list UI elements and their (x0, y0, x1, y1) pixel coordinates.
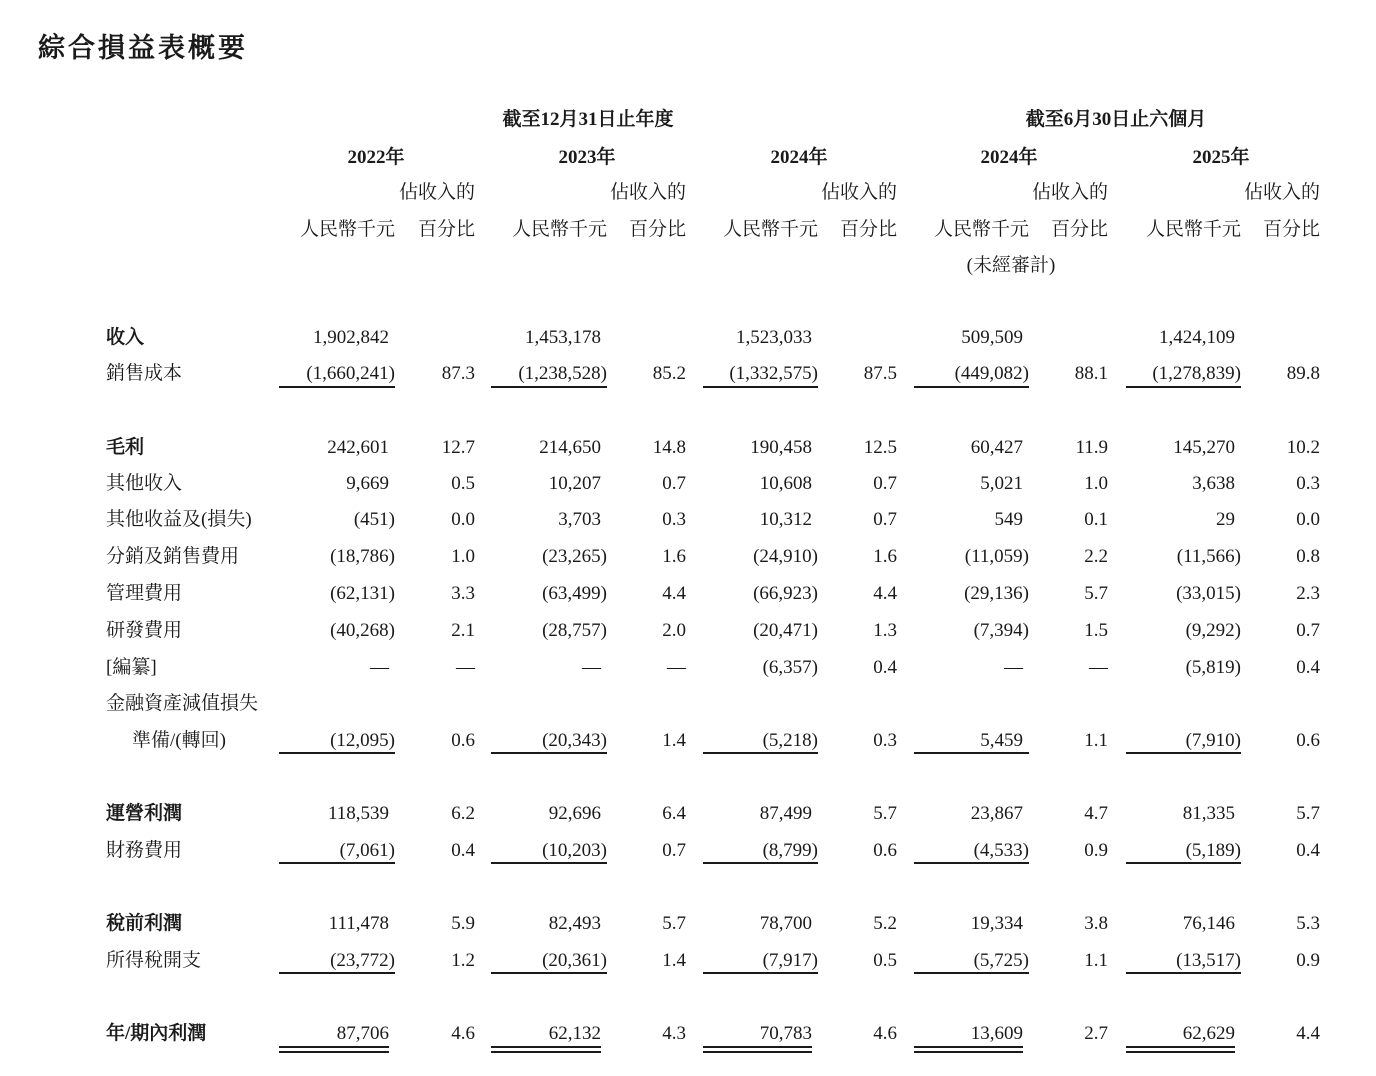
percentage-cell: 12.7 (441, 437, 475, 458)
percentage-cell: 3.3 (451, 583, 475, 604)
amount-cell: 5,021 (980, 473, 1023, 494)
subtotal-rule (1126, 862, 1241, 864)
amount-cell: (24,910) (753, 546, 818, 567)
percentage-cell: 1.0 (1084, 473, 1108, 494)
amount-cell: 13,609 (970, 1023, 1023, 1044)
row-label: 所得稅開支 (106, 950, 202, 971)
percentage-cell: 1.6 (873, 546, 897, 567)
percentage-cell: 1.1 (1084, 950, 1108, 971)
percentage-cell: 87.5 (863, 363, 897, 384)
amount-cell: 60,427 (970, 437, 1023, 458)
subtotal-rule (491, 386, 607, 388)
percentage-cell: 0.1 (1084, 509, 1108, 530)
amount-cell: 81,335 (1182, 803, 1235, 824)
percentage-cell: 4.3 (662, 1023, 686, 1044)
amount-cell: 111,478 (328, 913, 389, 934)
subtotal-rule (279, 386, 395, 388)
header-year: 2025年 (1192, 147, 1250, 168)
percentage-cell: 0.8 (1296, 546, 1320, 567)
amount-cell: (8,799) (762, 840, 818, 861)
percentage-cell: 0.5 (873, 950, 897, 971)
percentage-cell: 4.4 (662, 583, 686, 604)
row-label: 準備/(轉回) (132, 730, 226, 751)
subtotal-rule (279, 752, 395, 754)
page-title: 綜合損益表概要 (38, 33, 248, 63)
percentage-cell: 4.4 (1296, 1023, 1320, 1044)
amount-cell: (13,517) (1176, 950, 1241, 971)
row-label: 管理費用 (106, 583, 183, 604)
amount-cell: (4,533) (973, 840, 1029, 861)
percentage-cell: 6.2 (451, 803, 475, 824)
amount-cell: — (370, 657, 389, 678)
amount-cell: (6,357) (762, 657, 818, 678)
header-pct-line2: 百分比 (1050, 219, 1108, 240)
amount-cell: 62,629 (1182, 1023, 1235, 1044)
header-currency: 人民幣千元 (722, 219, 818, 240)
row-label: 研發費用 (106, 620, 183, 641)
percentage-cell: 0.9 (1084, 840, 1108, 861)
amount-cell: (66,923) (753, 583, 818, 604)
percentage-cell: 1.1 (1084, 730, 1108, 751)
percentage-cell: 12.5 (863, 437, 897, 458)
row-label: 運營利潤 (106, 803, 183, 824)
amount-cell: 70,783 (759, 1023, 812, 1044)
amount-cell: (5,819) (1185, 657, 1241, 678)
header-pct-line2: 百分比 (417, 219, 475, 240)
percentage-cell: 1.5 (1084, 620, 1108, 641)
amount-cell: 29 (1216, 509, 1235, 530)
percentage-cell: 4.4 (873, 583, 897, 604)
percentage-cell: 0.4 (1296, 657, 1320, 678)
subtotal-rule (703, 752, 818, 754)
header-currency: 人民幣千元 (933, 219, 1029, 240)
row-label: 其他收益及(損失) (106, 509, 252, 530)
percentage-cell: 0.6 (451, 730, 475, 751)
amount-cell: (40,268) (330, 620, 395, 641)
subtotal-rule (491, 972, 607, 974)
subtotal-rule (1126, 386, 1241, 388)
header-pct-line2: 百分比 (628, 219, 686, 240)
percentage-cell: 1.3 (873, 620, 897, 641)
total-double-rule (1126, 1046, 1235, 1053)
percentage-cell: — (456, 657, 475, 678)
amount-cell: (7,910) (1185, 730, 1241, 751)
percentage-cell: 88.1 (1074, 363, 1108, 384)
header-pct-line1: 佔收入的 (1031, 182, 1108, 203)
amount-cell: (1,660,241) (306, 363, 395, 384)
header-pct-line1: 佔收入的 (820, 182, 897, 203)
percentage-cell: 2.7 (1084, 1023, 1108, 1044)
amount-cell: 118,539 (327, 803, 389, 824)
percentage-cell: 5.2 (873, 913, 897, 934)
percentage-cell: 0.7 (662, 840, 686, 861)
header-currency: 人民幣千元 (1145, 219, 1241, 240)
amount-cell: 1,902,842 (313, 327, 389, 348)
amount-cell: (451) (353, 509, 395, 530)
amount-cell: 3,703 (558, 509, 601, 530)
header-pct-line1: 佔收入的 (1243, 182, 1320, 203)
row-label: 毛利 (106, 437, 145, 458)
row-label: 收入 (106, 327, 145, 348)
percentage-cell: — (667, 657, 686, 678)
amount-cell: 1,453,178 (525, 327, 601, 348)
amount-cell: (29,136) (964, 583, 1029, 604)
amount-cell: 9,669 (346, 473, 389, 494)
amount-cell: (11,059) (964, 546, 1029, 567)
amount-cell: 3,638 (1192, 473, 1235, 494)
amount-cell: (28,757) (542, 620, 607, 641)
subtotal-rule (914, 386, 1029, 388)
header-pct-line2: 百分比 (1262, 219, 1320, 240)
header-currency: 人民幣千元 (511, 219, 607, 240)
total-double-rule (491, 1046, 601, 1053)
amount-cell: (5,725) (973, 950, 1029, 971)
amount-cell: (20,343) (542, 730, 607, 751)
amount-cell: 549 (994, 509, 1023, 530)
amount-cell: 242,601 (327, 437, 389, 458)
subtotal-rule (279, 862, 395, 864)
percentage-cell: 87.3 (441, 363, 475, 384)
amount-cell: (7,394) (973, 620, 1029, 641)
percentage-cell: 0.7 (1296, 620, 1320, 641)
amount-cell: (33,015) (1176, 583, 1241, 604)
amount-cell: 76,146 (1182, 913, 1235, 934)
percentage-cell: 0.9 (1296, 950, 1320, 971)
percentage-cell: 0.6 (873, 840, 897, 861)
amount-cell: (18,786) (330, 546, 395, 567)
percentage-cell: 11.9 (1075, 437, 1108, 458)
header-year: 2022年 (347, 147, 405, 168)
percentage-cell: 1.2 (451, 950, 475, 971)
row-label: 銷售成本 (106, 363, 183, 384)
amount-cell: 87,499 (759, 803, 812, 824)
amount-cell: 10,312 (759, 509, 812, 530)
amount-cell: (12,095) (330, 730, 395, 751)
header-unaudited: (未經審計) (966, 255, 1056, 276)
amount-cell: 5,459 (980, 730, 1023, 751)
amount-cell: 10,207 (548, 473, 601, 494)
percentage-cell: 0.7 (873, 509, 897, 530)
header-pct-line1: 佔收入的 (398, 182, 475, 203)
header-pct-line1: 佔收入的 (609, 182, 686, 203)
amount-cell: (9,292) (1185, 620, 1241, 641)
amount-cell: (1,238,528) (518, 363, 607, 384)
amount-cell: 82,493 (548, 913, 601, 934)
subtotal-rule (491, 752, 607, 754)
percentage-cell: 1.4 (662, 950, 686, 971)
amount-cell: (20,471) (753, 620, 818, 641)
amount-cell: 214,650 (539, 437, 601, 458)
total-double-rule (914, 1046, 1023, 1053)
amount-cell: 145,270 (1173, 437, 1235, 458)
percentage-cell: 0.6 (1296, 730, 1320, 751)
percentage-cell: — (1089, 657, 1108, 678)
amount-cell: (1,278,839) (1152, 363, 1241, 384)
row-label: 年/期內利潤 (106, 1023, 207, 1044)
amount-cell: (5,218) (762, 730, 818, 751)
percentage-cell: 0.4 (873, 657, 897, 678)
percentage-cell: 5.7 (1296, 803, 1320, 824)
amount-cell: (7,917) (762, 950, 818, 971)
row-label: 稅前利潤 (106, 913, 183, 934)
subtotal-rule (1126, 752, 1241, 754)
percentage-cell: 2.2 (1084, 546, 1108, 567)
percentage-cell: 14.8 (652, 437, 686, 458)
percentage-cell: 0.7 (662, 473, 686, 494)
amount-cell: (20,361) (542, 950, 607, 971)
percentage-cell: 4.6 (451, 1023, 475, 1044)
amount-cell: (23,772) (330, 950, 395, 971)
amount-cell: (10,203) (542, 840, 607, 861)
amount-cell: 190,458 (750, 437, 812, 458)
subtotal-rule (914, 862, 1029, 864)
percentage-cell: 4.7 (1084, 803, 1108, 824)
amount-cell: 78,700 (759, 913, 812, 934)
percentage-cell: 5.7 (873, 803, 897, 824)
header-currency: 人民幣千元 (299, 219, 395, 240)
subtotal-rule (914, 752, 1029, 754)
amount-cell: (7,061) (339, 840, 395, 861)
percentage-cell: 0.0 (1296, 509, 1320, 530)
percentage-cell: 2.0 (662, 620, 686, 641)
amount-cell: (23,265) (542, 546, 607, 567)
amount-cell: 62,132 (548, 1023, 601, 1044)
row-label: 金融資產減值損失 (106, 693, 259, 714)
percentage-cell: 5.7 (1084, 583, 1108, 604)
subtotal-rule (1126, 972, 1241, 974)
subtotal-rule (491, 862, 607, 864)
amount-cell: (11,566) (1176, 546, 1241, 567)
percentage-cell: 10.2 (1286, 437, 1320, 458)
amount-cell: — (582, 657, 601, 678)
amount-cell: 10,608 (759, 473, 812, 494)
subtotal-rule (703, 972, 818, 974)
percentage-cell: 2.1 (451, 620, 475, 641)
percentage-cell: 0.3 (1296, 473, 1320, 494)
row-label: 其他收入 (106, 473, 183, 494)
percentage-cell: 1.4 (662, 730, 686, 751)
amount-cell: (5,189) (1185, 840, 1241, 861)
percentage-cell: 85.2 (652, 363, 686, 384)
subtotal-rule (703, 862, 818, 864)
header-annual-period: 截至12月31日止年度 (502, 109, 674, 130)
amount-cell: (62,131) (330, 583, 395, 604)
amount-cell: (449,082) (954, 363, 1029, 384)
percentage-cell: 1.0 (451, 546, 475, 567)
percentage-cell: 5.3 (1296, 913, 1320, 934)
subtotal-rule (914, 972, 1029, 974)
percentage-cell: 3.8 (1084, 913, 1108, 934)
amount-cell: 92,696 (548, 803, 601, 824)
row-label: [編纂] (106, 657, 157, 678)
percentage-cell: 1.6 (662, 546, 686, 567)
percentage-cell: 0.7 (873, 473, 897, 494)
percentage-cell: 0.0 (451, 509, 475, 530)
percentage-cell: 0.3 (873, 730, 897, 751)
percentage-cell: 4.6 (873, 1023, 897, 1044)
header-year: 2023年 (558, 147, 616, 168)
amount-cell: 1,523,033 (736, 327, 812, 348)
row-label: 財務費用 (106, 840, 183, 861)
subtotal-rule (279, 972, 395, 974)
subtotal-rule (703, 386, 818, 388)
header-pct-line2: 百分比 (839, 219, 897, 240)
amount-cell: 1,424,109 (1159, 327, 1235, 348)
percentage-cell: 5.7 (662, 913, 686, 934)
percentage-cell: 6.4 (662, 803, 686, 824)
percentage-cell: 89.8 (1286, 363, 1320, 384)
amount-cell: 87,706 (336, 1023, 389, 1044)
amount-cell: 19,334 (970, 913, 1023, 934)
total-double-rule (703, 1046, 812, 1053)
amount-cell: 509,509 (961, 327, 1023, 348)
row-label: 分銷及銷售費用 (106, 546, 240, 567)
amount-cell: — (1004, 657, 1023, 678)
total-double-rule (279, 1046, 389, 1053)
percentage-cell: 0.4 (451, 840, 475, 861)
percentage-cell: 5.9 (451, 913, 475, 934)
percentage-cell: 0.4 (1296, 840, 1320, 861)
amount-cell: 23,867 (970, 803, 1023, 824)
header-year: 2024年 (770, 147, 828, 168)
header-year: 2024年 (980, 147, 1038, 168)
header-interim-period: 截至6月30日止六個月 (1025, 109, 1207, 130)
percentage-cell: 0.3 (662, 509, 686, 530)
amount-cell: (63,499) (542, 583, 607, 604)
percentage-cell: 0.5 (451, 473, 475, 494)
amount-cell: (1,332,575) (729, 363, 818, 384)
percentage-cell: 2.3 (1296, 583, 1320, 604)
